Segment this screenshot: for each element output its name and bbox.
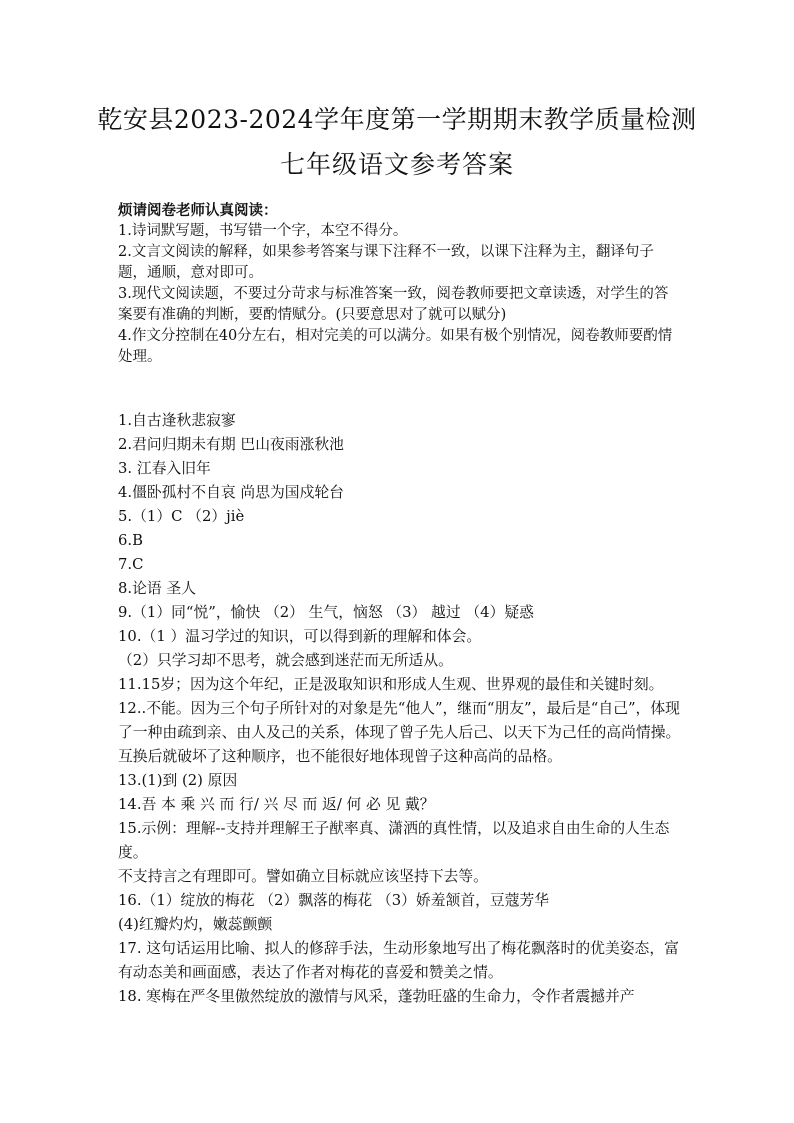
answer-item: 5.（1）C （2）jiè [118,508,245,525]
answer-item: 18. 寒梅在严冬里傲然绽放的激情与风采，蓬勃旺盛的生命力，令作者震撼并产 [118,988,635,1005]
answer-item: 不支持言之有理即可。譬如确立目标就应该坚持下去等。 [118,868,488,885]
answer-item: 17. 这句话运用比喻、拟人的修辞手法，生动形象地写出了梅花飘落时的优美姿态，富有动态美和画面感，表达了作者对梅花的喜爱和赞美之情。 [118,940,679,981]
note-item: 1.诗词默写题，书写错一个字，本空不得分。 [118,223,408,239]
answer-item: 3. 江春入旧年 [118,460,211,477]
answer-list [118,409,683,1009]
grading-notes [118,200,678,368]
note-item: 2.文言文阅读的解释，如果参考答案与课下注释不一致，以课下注释为主，翻译句子题，通顺，意对即可。 [118,244,654,281]
answer-item: (4)红瓣灼灼，嫩蕊颤颤 [118,916,273,933]
note-item: 3.现代文阅读题，不要过分苛求与标准答案一致，阅卷教师要把文章读透，对学生的答案要有准确的判断，要酌情赋分。(只要意思对了就可以赋分) [118,286,669,323]
answer-item: 6.B [118,532,143,549]
document-title: 乾安县2023-2024学年度第一学期期末教学质量检测 [97,105,697,134]
answer-item: 10.（1 ）温习学过的知识，可以得到新的理解和体会。 [118,628,482,645]
answer-item: （2）只学习却不思考，就会感到迷茫而无所适从。 [118,652,453,669]
answer-item: 7.C [118,556,144,573]
answer-item: 13.(1)到 (2) 原因 [118,772,238,789]
answer-item: 2.君问归期未有期 巴山夜雨涨秋池 [118,436,344,453]
answer-item: 15.示例：理解--支持并理解王子猷率真、潇洒的真性情，以及追求自由生命的人生态度。 [118,820,670,861]
answer-item: 16.（1）绽放的梅花 （2）飘落的梅花 （3）娇羞颔首，豆蔻芳华 [118,892,550,909]
answer-item: 1.自古逢秋悲寂寥 [118,412,236,429]
answer-item: 9.（1）同“悦”，愉快 （2） 生气，恼怒 （3） 越过 （4）疑惑 [118,604,534,621]
answer-item: 11.15岁；因为这个年纪，正是汲取知识和形成人生观、世界观的最佳和关键时刻。 [118,676,664,693]
document-subtitle: 七年级语文参考答案 [279,150,514,179]
note-item: 4.作文分控制在40分左右，相对完美的可以满分。如果有极个别情况，阅卷教师要酌情处理。 [118,328,673,365]
answer-item: 8.论语 圣人 [118,580,197,597]
answer-item: 12..不能。因为三个句子所针对的对象是先“他人”，继而“朋友”，最后是“自己”，体现了一种由疏到亲、由人及己的关系，体现了曾子先人后己、以天下为己任的高尚情操。互换后就破坏了这种顺序，也不能很好地体现曾子这种高尚的品格。 [118,700,681,765]
answer-item: 14.吾 本 乘 兴 而 行/ 兴 尽 而 返/ 何 必 见 戴？ [118,796,435,813]
answer-item: 4.僵卧孤村不自哀 尚思为国戍轮台 [118,484,344,501]
notes-heading: 烦请阅卷老师认真阅读： [118,202,278,219]
